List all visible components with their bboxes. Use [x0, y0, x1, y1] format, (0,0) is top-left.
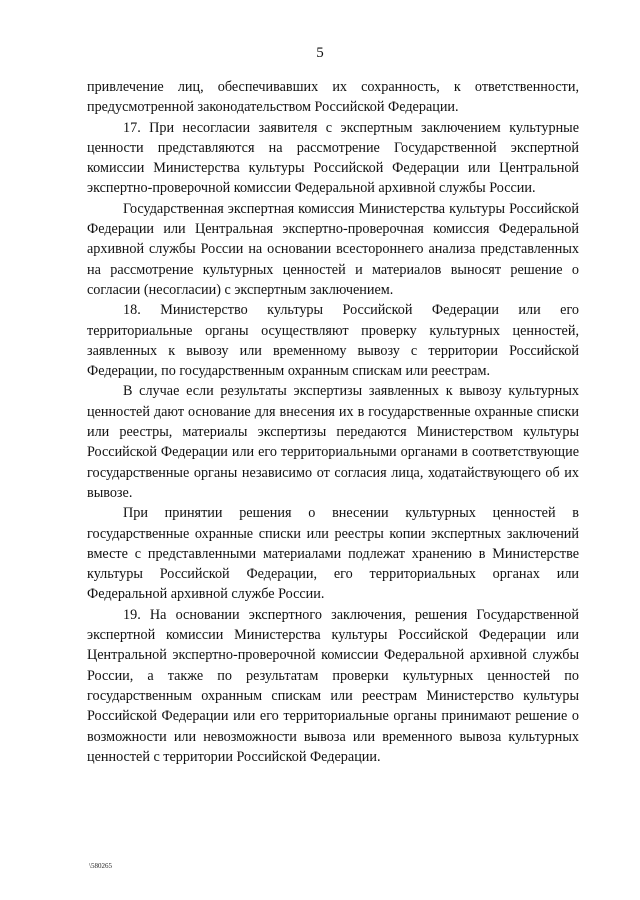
paragraph-commission-decision: Государственная экспертная комиссия Министерства культуры Российской Федерации или Центральная экспертно-проверочная комиссия Федеральной архивной службы России на основании всестороннего анализа представленных на рассмотрение культурных ценностей и материалов выносят решение о согласии (несогласии) с экспертным заключением. — [87, 200, 579, 298]
paragraph-item-18: 18. Министерство культуры Российской Федерации или его территориальные органы осуществляют проверку культурных ценностей, заявленных к вывозу или временному вывозу с территории Российской Федерации, по государственным охранным спискам или реестрам. — [87, 302, 579, 380]
page-number: 5 — [316, 45, 324, 61]
document-code: \580265 — [89, 862, 112, 870]
paragraph-continuation: привлечение лиц, обеспечивавших их сохранность, к ответственности, предусмотренной законодательством Российской Федерации. — [87, 79, 579, 116]
paragraph-item-17: 17. При несогласии заявителя с экспертным заключением культурные ценности представляются на рассмотрение Государственной экспертной комиссии Министерства культуры Российской Федерации или Центральной экспертно-проверочной комиссии Федеральной архивной службы России. — [87, 119, 579, 197]
paragraph-item-19: 19. На основании экспертного заключения, решения Государственной экспертной комиссии Министерства культуры Российской Федерации или Центральной экспертно-проверочной комиссии Федеральной архивной службы России, а также по результатам проверки культурных ценностей по государственным охранным спискам или реестрам Министерство культуры Российской Федерации или его территориальные органы принимают решение о возможности или невозможности вывоза или временного вывоза культурных ценностей с территории Российской Федерации. — [87, 606, 579, 765]
paragraph-expertise-transfer: В случае если результаты экспертизы заявленных к вывозу культурных ценностей дают основание для внесения их в государственные охранные списки или реестры, материалы экспертизы передаются Министерством культуры Российской Федерации или его территориальными органами в соответствующие государственные органы независимо от согласия лица, ходатайствующего об их вывозе. — [87, 383, 579, 501]
paragraph-storage-of-conclusions: При принятии решения о внесении культурных ценностей в государственные охранные списки или реестры копии экспертных заключений вместе с представленными материалами подлежат хранению в Министерстве культуры Российской Федерации, его территориальных органах или Федеральной архивной службе России. — [87, 505, 579, 603]
document-body — [87, 77, 579, 767]
